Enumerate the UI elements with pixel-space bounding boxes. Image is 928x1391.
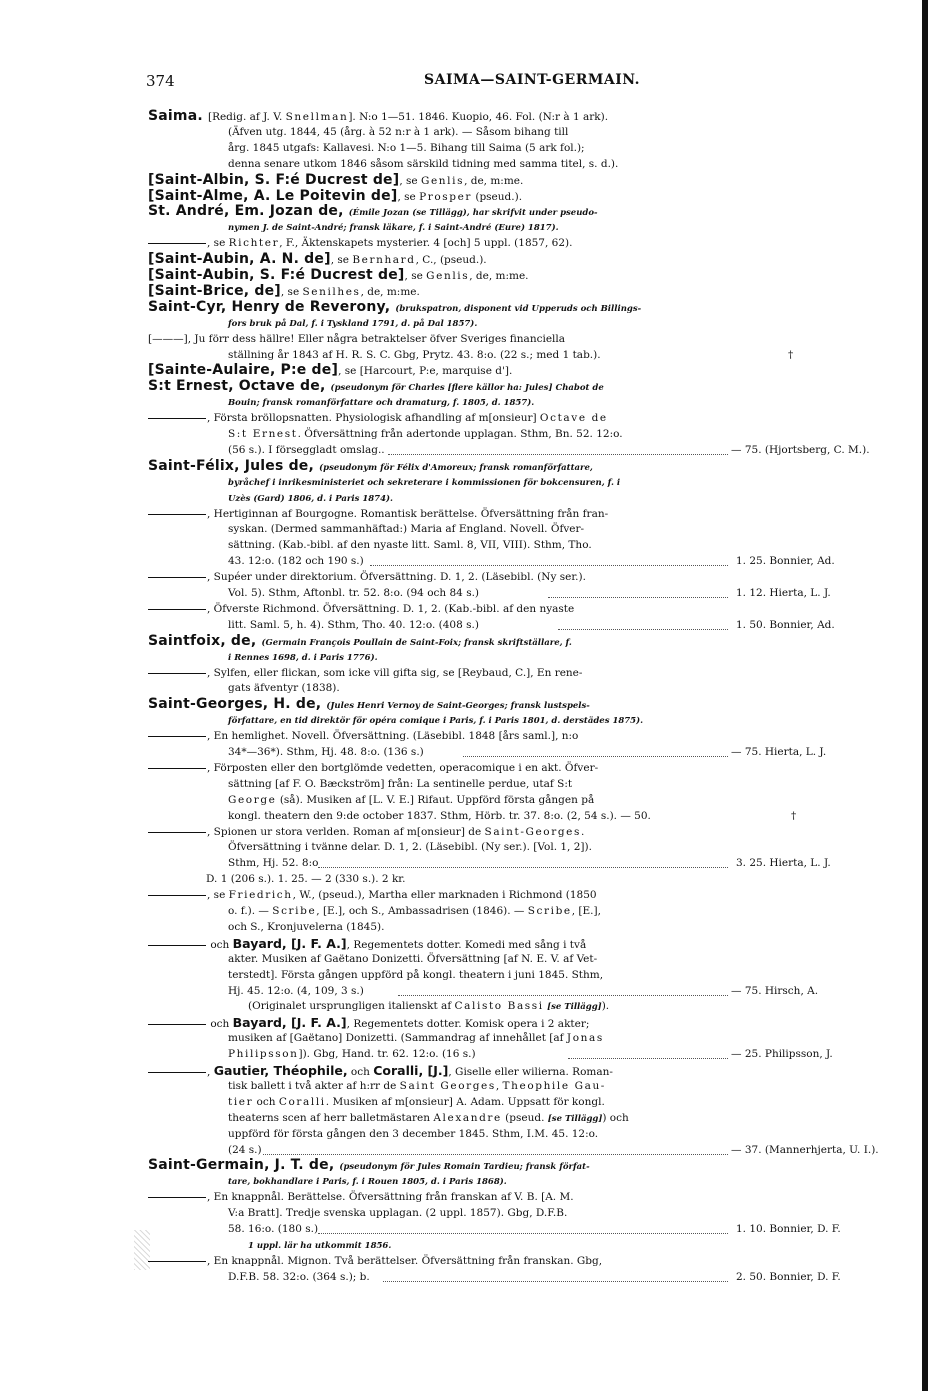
catalog-line xyxy=(148,380,604,393)
entry-text: och xyxy=(253,1096,279,1108)
entry-text: Bernhard xyxy=(352,254,416,266)
entry-text: , Spionen ur stora verlden. Roman af m[onsieur] de xyxy=(207,826,485,838)
catalog-line xyxy=(148,1159,590,1172)
entry-heading: S:t Ernest, Octave de, xyxy=(148,378,331,394)
entry-text: . Öfversättning från adertonde upplagan. Sthm, Bn. 52. 12:o. xyxy=(297,428,623,440)
entry-text: Senilhes xyxy=(302,286,361,298)
entry-text: och S., Kronjuvelerna (1845). xyxy=(228,921,385,933)
entry-note: författare, en tid direktör för opéra comique i Paris, f. i Paris 1801, d. derstädes 1875). xyxy=(228,716,644,726)
catalog-line xyxy=(228,492,393,505)
entry-text: musiken af [Gaëtano] Donizetti. (Sammandrag af innehållet [af xyxy=(228,1032,567,1044)
catalog-line xyxy=(148,698,590,711)
entry-text: Bayard, [J. F. A.] xyxy=(232,936,347,951)
entry-text: Gautier, Théophile, xyxy=(213,1063,348,1078)
catalog-line xyxy=(148,190,522,203)
entry-text: Octave de xyxy=(539,412,608,424)
entry-heading: St. André, Em. Jozan de, xyxy=(148,203,349,219)
entry-text: theaterns scen af herr balletmästaren xyxy=(228,1112,434,1124)
entry-text: årg. 1845 utgafs: Kallavesi. N:o 1—5. Bihang till Saima (5 ark fol.); xyxy=(228,142,585,154)
entry-text: sättning. (Kab.-bibl. af den nyaste litt. Saml. 8, VII, VIII). Sthm, Tho. xyxy=(228,539,592,551)
catalog-line xyxy=(228,794,594,807)
catalog-line xyxy=(148,730,578,743)
catalog-line xyxy=(148,174,523,187)
entry-note: (pseudonym för Félix d'Amoreux; fransk romanförfattare, xyxy=(319,463,593,473)
entry-text: ställning år 1843 af H. R. S. C. Gbg, Prytz. 43. 8:o. (22 s.; med 1 tab.). xyxy=(228,349,601,361)
catalog-line xyxy=(148,333,565,346)
entry-text: (Äfven utg. 1844, 45 (årg. à 52 n:r à 1 ark). — Såsom bihang till xyxy=(228,126,569,138)
price-publisher: 1. 10. Bonnier, D. F. xyxy=(736,1223,841,1235)
catalog-line xyxy=(228,1080,606,1093)
entry-heading: [Saint-Alme, A. Le Poitevin de] xyxy=(148,188,398,204)
catalog-line xyxy=(228,1032,604,1045)
entry-text: och xyxy=(347,1066,374,1078)
entry-note: (Germain François Poullain de Saint-Foix; fransk skriftställare, f. xyxy=(261,638,572,648)
repeat-dash xyxy=(148,418,206,419)
entry-text: , Första bröllopsnatten. Physiologisk afhandling af m[onsieur] xyxy=(207,412,540,424)
entry-text: , F., Äktenskapets mysterier. 4 [och] 5 uppl. (1857, 62). xyxy=(279,237,573,249)
catalog-line xyxy=(148,508,608,521)
price-publisher: 1. 25. Bonnier, Ad. xyxy=(736,555,835,567)
entry-text: Calisto Bassi xyxy=(454,1000,544,1012)
entry-text: (pseud. xyxy=(501,1112,548,1124)
repeat-dash xyxy=(148,1197,206,1198)
entry-text: syskan. (Dermed sammanhäftad:) Maria af England. Novell. Öfver- xyxy=(228,523,585,535)
catalog-line xyxy=(228,221,559,234)
catalog-line xyxy=(228,1096,605,1109)
entry-text: [Redig. af J. V. xyxy=(207,111,286,123)
catalog-line xyxy=(228,523,584,536)
catalog-line xyxy=(148,301,641,314)
entry-text: , Regementets dotter. Komisk opera i 2 akter; xyxy=(346,1018,590,1030)
entry-text: , Supéer under direktorium. Öfversättning. D. 1, 2. (Läsebibl. (Ny ser.). xyxy=(207,571,586,583)
entry-text: uppförd för första gången den 3 december 1845. Sthm, I.M. 45. 12:o. xyxy=(228,1128,599,1140)
entry-text: , xyxy=(495,1080,503,1092)
repeat-dash xyxy=(148,1072,206,1073)
catalog-line xyxy=(228,985,364,998)
catalog-line xyxy=(148,1064,613,1077)
entry-text: George xyxy=(228,794,277,806)
entry-text: , se xyxy=(397,191,420,203)
catalog-line xyxy=(228,1175,507,1188)
entry-heading: Saint-Cyr, Henry de Reverony, xyxy=(148,299,396,315)
entry-text: Saint-Georges xyxy=(484,826,581,838)
entry-heading: Saint-Germain, J. T. de, xyxy=(148,1157,340,1173)
entry-text: och xyxy=(207,1018,233,1030)
entry-text: o. f.). — xyxy=(228,905,273,917)
price-publisher: — 75. Hirsch, A. xyxy=(731,985,819,997)
entry-text: Coralli, [J.] xyxy=(373,1063,449,1078)
entry-text: , Öfverste Richmond. Öfversättning. D. 1, 2. (Kab.-bibl. af den nyaste xyxy=(207,603,575,615)
entry-text: 43. 12:o. (182 och 190 s.) xyxy=(228,555,364,567)
catalog-line xyxy=(228,810,651,823)
price-publisher: 2. 50. Bonnier, D. F. xyxy=(736,1271,841,1283)
price-publisher: 1. 50. Bonnier, Ad. xyxy=(736,619,835,631)
entry-note: 1 uppl. lär ha utkommit 1856. xyxy=(248,1241,392,1251)
catalog-line xyxy=(228,857,318,870)
entry-text: , En hemlighet. Novell. Öfversättning. (Läsebibl. 1848 [års saml.], n:o xyxy=(207,730,579,742)
entry-heading: Saima. xyxy=(148,108,208,124)
catalog-line xyxy=(148,253,487,266)
entry-text: terstedt]. Första gången uppförd på kongl. theatern i juni 1845. Sthm, xyxy=(228,969,604,981)
entry-text: ]. N:o 1—51. 1846. Kuopio, 46. Fol. (N:r à 1 ark). xyxy=(348,111,609,123)
leader-dots xyxy=(548,584,728,598)
catalog-line xyxy=(228,714,643,727)
catalog-line xyxy=(206,873,406,886)
catalog-line xyxy=(148,937,586,950)
catalog-line xyxy=(148,205,598,218)
entry-text: , se xyxy=(280,286,303,298)
page-number: 374 xyxy=(146,72,175,90)
entry-text: D.F.B. 58. 32:o. (364 s.); b. xyxy=(228,1271,370,1283)
entry-text: , En knappnål. Mignon. Två berättelser. Öfversättning från franskan. Gbg, xyxy=(207,1255,603,1267)
leader-dots xyxy=(398,982,728,996)
entry-text: , de, m:me. xyxy=(464,175,524,187)
catalog-line xyxy=(228,969,603,982)
entry-text: (Originalet ursprungligen italienskt af xyxy=(248,1000,455,1012)
repeat-dash xyxy=(148,832,206,833)
entry-text: , W., (pseud.), Martha eller marknaden i Richmond (1850 xyxy=(292,889,597,901)
entry-text: Hj. 45. 12:o. (4, 109, 3 s.) xyxy=(228,985,364,997)
leader-dots xyxy=(318,854,728,868)
entry-note: fors bruk på Dal, f. i Tyskland 1791, d. på Dal 1857). xyxy=(228,319,478,329)
leader-dots xyxy=(383,1268,728,1282)
entry-text: , Förposten eller den bortglömde vedetten, operacomique i en akt. Öfver- xyxy=(207,762,599,774)
entry-text: S:t Ernest xyxy=(228,428,298,440)
catalog-line xyxy=(228,1048,476,1061)
entry-text: Scribe xyxy=(527,905,572,917)
entry-text: , Hertiginnan af Bourgogne. Romantisk berättelse. Öfversättning från fran- xyxy=(207,508,609,520)
catalog-line xyxy=(228,1271,370,1284)
entry-text: , de, m:me. xyxy=(360,286,420,298)
catalog-line xyxy=(148,1191,574,1204)
entry-text: tisk ballett i två akter af h:rr de xyxy=(228,1080,400,1092)
entry-note: byråchef i inrikesministeriet och sekreterare i kommissionen för bokcensuren, f. i xyxy=(228,478,621,488)
leader-dots xyxy=(463,743,728,757)
entry-text: , En knappnål. Berättelse. Öfversättning från franskan af V. B. [A. M. xyxy=(207,1191,574,1203)
entry-text: akter. Musiken af Gaëtano Donizetti. Öfversättning [af N. E. V. af Vet- xyxy=(228,953,598,965)
entry-text: sättning [af F. O. Bæckström] från: La sentinelle perdue, utaf S:t xyxy=(228,778,573,790)
catalog-line xyxy=(228,428,623,441)
repeat-dash xyxy=(148,945,206,946)
entry-text: Alexandre xyxy=(433,1112,502,1124)
entry-text: , Regementets dotter. Komedi med sång i två xyxy=(346,939,587,951)
catalog-line xyxy=(148,889,597,902)
catalog-line xyxy=(228,841,592,854)
entry-heading: [Saint-Aubin, A. N. de] xyxy=(148,251,331,267)
catalog-line xyxy=(228,126,568,139)
entry-text: 34*—36*). Sthm, Hj. 48. 8:o. (136 s.) xyxy=(228,746,424,758)
entry-text: och xyxy=(207,939,233,951)
catalog-line xyxy=(228,587,479,600)
catalog-line xyxy=(228,682,340,695)
entry-heading: [Saint-Brice, de] xyxy=(148,283,281,299)
catalog-line xyxy=(228,555,364,568)
entry-text: ) och xyxy=(602,1112,629,1124)
catalog-line xyxy=(148,762,598,775)
entry-text: tier xyxy=(228,1096,254,1108)
price-publisher: 3. 25. Hierta, L. J. xyxy=(736,857,831,869)
leader-dots xyxy=(388,441,728,455)
entry-text: Richter xyxy=(228,237,280,249)
catalog-body xyxy=(148,110,928,1380)
entry-text: Friedrich xyxy=(228,889,293,901)
repeat-dash xyxy=(148,768,206,769)
entry-text: Philipsson xyxy=(228,1048,299,1060)
entry-text: , se xyxy=(399,175,421,187)
entry-text: D. 1 (206 s.). 1. 25. — 2 (330 s.). 2 kr. xyxy=(206,873,406,885)
catalog-line xyxy=(228,921,384,934)
leader-dots xyxy=(568,1045,728,1059)
repeat-dash xyxy=(148,609,206,610)
catalog-line xyxy=(148,237,572,250)
entry-heading: [Saint-Albin, S. F:é Ducrest de] xyxy=(148,172,400,188)
entry-text: , [E.], xyxy=(571,905,601,917)
entry-text: , Sylfen, eller flickan, som icke vill gifta sig, se [Reybaud, C.], En rene- xyxy=(207,667,583,679)
entry-text: (24 s.) xyxy=(228,1144,262,1156)
catalog-line xyxy=(228,1223,318,1236)
entry-note: Bouin; fransk romanförfattare och dramaturg, f. 1805, d. 1857). xyxy=(228,398,535,408)
entry-text: (pseud.). xyxy=(472,191,523,203)
entry-text: , se xyxy=(330,254,353,266)
entry-heading: Saintfoix, de, xyxy=(148,633,262,649)
catalog-line xyxy=(228,1207,567,1220)
entry-note: [se Tillägg] xyxy=(547,1114,603,1124)
entry-text: , se [Harcourt, P:e, marquise d']. xyxy=(338,365,513,377)
entry-text: Sthm, Hj. 52. 8:o xyxy=(228,857,319,869)
entry-text: V:a Bratt]. Tredje svenska upplagan. (2 uppl. 1857). Gbg, D.F.B. xyxy=(228,1207,568,1219)
entry-text: . xyxy=(580,826,585,838)
catalog-line xyxy=(228,1128,598,1141)
catalog-line xyxy=(148,667,582,680)
entry-note: (brukspatron, disponent vid Upperuds och Billings- xyxy=(395,304,642,314)
entry-note: i Rennes 1698, d. i Paris 1776). xyxy=(228,653,378,663)
catalog-line xyxy=(228,953,597,966)
catalog-line xyxy=(148,571,586,584)
catalog-line xyxy=(228,651,378,664)
repeat-dash xyxy=(148,514,206,515)
price-publisher: — 75. Hierta, L. J. xyxy=(731,746,827,758)
entry-text: 58. 16:o. (180 s.) xyxy=(228,1223,319,1235)
leader-dots xyxy=(558,616,728,630)
catalog-line xyxy=(248,1000,609,1013)
entry-text: Jonas xyxy=(566,1032,604,1044)
price-publisher: 1. 12. Hierta, L. J. xyxy=(736,587,831,599)
entry-text: , se xyxy=(207,889,229,901)
entry-note: tare, bokhandlare i Paris, f. i Rouen 1805, d. i Paris 1868). xyxy=(228,1177,507,1187)
entry-heading: [Sainte-Aulaire, P:e de] xyxy=(148,362,339,378)
entry-note: (Émile Jozan (se Tillägg), har skrifvit under pseudo- xyxy=(348,208,598,218)
entry-text: litt. Saml. 5, h. 4). Sthm, Tho. 40. 12:o. (408 s.) xyxy=(228,619,479,631)
catalog-line xyxy=(228,539,592,552)
catalog-line xyxy=(148,1255,602,1268)
catalog-line xyxy=(148,412,608,425)
entry-text: Scribe xyxy=(272,905,317,917)
entry-text: Theophile Gau- xyxy=(502,1080,606,1092)
entry-text: , C., (pseud.). xyxy=(415,254,487,266)
catalog-line xyxy=(228,349,601,362)
catalog-line xyxy=(228,746,424,759)
catalog-line xyxy=(228,476,620,489)
catalog-line xyxy=(228,778,572,791)
running-title: SAIMA—SAINT-GERMAIN. xyxy=(423,72,641,88)
entry-note: (Jules Henri Vernoy de Saint-Georges; fransk lustspels- xyxy=(326,701,590,711)
catalog-line xyxy=(148,460,593,473)
entry-note: (pseudonym för Charles [flere källor ha: Jules] Chabot de xyxy=(330,383,604,393)
leader-dots xyxy=(263,1141,728,1155)
price-publisher: † xyxy=(791,810,797,822)
entry-text: Genlis xyxy=(420,175,465,187)
entry-text: ]). Gbg, Hand. tr. 62. 12:o. (16 s.) xyxy=(298,1048,476,1060)
entry-text: , [E.], och S., Ambassadrisen (1846). — xyxy=(316,905,528,917)
entry-text: Prosper xyxy=(419,191,473,203)
catalog-line xyxy=(148,1016,589,1029)
repeat-dash xyxy=(148,736,206,737)
entry-text: , Giselle eller wilierna. Roman- xyxy=(448,1066,613,1078)
entry-note: Uzès (Gard) 1806, d. i Paris 1874). xyxy=(228,494,393,504)
entry-note: [se Tillägg] xyxy=(547,1002,602,1012)
entry-text: Saint Georges xyxy=(399,1080,496,1092)
price-publisher: — 37. (Mannerhjerta, U. I.). xyxy=(731,1144,879,1156)
catalog-line xyxy=(228,396,534,409)
repeat-dash xyxy=(148,577,206,578)
entry-text: , se xyxy=(207,237,229,249)
entry-text: (så). Musiken af [L. V. E.] Rifaut. Uppförd första gången på xyxy=(276,794,595,806)
repeat-dash xyxy=(148,1024,206,1025)
entry-text: , de, m:me. xyxy=(469,270,529,282)
entry-text: , se xyxy=(404,270,427,282)
catalog-line xyxy=(228,905,601,918)
entry-text: . Musiken af m[onsieur] A. Adam. Uppsatt för kongl. xyxy=(325,1096,605,1108)
catalog-line xyxy=(228,1144,262,1157)
catalog-line xyxy=(248,1239,391,1252)
catalog-line xyxy=(148,826,584,839)
catalog-line xyxy=(148,635,572,648)
leader-dots xyxy=(318,1220,728,1234)
catalog-line xyxy=(228,142,585,155)
entry-heading: Saint-Georges, H. de, xyxy=(148,696,327,712)
catalog-line xyxy=(148,269,529,282)
catalog-line xyxy=(148,364,512,377)
entry-note: nymen J. de Saint-André; fransk läkare, f. i Saint-André (Eure) 1817). xyxy=(228,223,559,233)
repeat-dash xyxy=(148,673,206,674)
catalog-line xyxy=(228,317,477,330)
repeat-dash xyxy=(148,895,206,896)
catalog-line xyxy=(148,603,574,616)
page-header xyxy=(146,72,918,92)
catalog-line xyxy=(148,110,608,123)
entry-text: [———], Ju förr dess hällre! Eller några betraktelser öfver Sveriges financiella xyxy=(148,333,566,345)
entry-text: ). xyxy=(601,1000,610,1012)
entry-heading: Saint-Félix, Jules de, xyxy=(148,458,320,474)
catalog-line xyxy=(148,285,420,298)
catalog-line xyxy=(228,158,618,171)
entry-text: kongl. theatern den 9:de october 1837. Sthm, Hörb. tr. 37. 8:o. (2, 54 s.). — 50. xyxy=(228,810,651,822)
entry-text: , xyxy=(207,1066,214,1078)
catalog-line xyxy=(228,444,385,457)
entry-heading: [Saint-Aubin, S. F:é Ducrest de] xyxy=(148,267,405,283)
catalog-line xyxy=(228,1112,629,1125)
repeat-dash xyxy=(148,1261,206,1262)
entry-text: Coralli xyxy=(278,1096,326,1108)
entry-text: Bayard, [J. F. A.] xyxy=(232,1015,347,1030)
entry-text: denna senare utkom 1846 såsom särskild tidning med samma titel, s. d.). xyxy=(228,158,619,170)
repeat-dash xyxy=(148,243,206,244)
leader-dots xyxy=(370,552,728,566)
entry-text: Öfversättning i tvänne delar. D. 1, 2. (Läsebibl. (Ny ser.). [Vol. 1, 2]). xyxy=(228,841,592,853)
entry-text: gats äfventyr (1838). xyxy=(228,682,340,694)
catalog-line xyxy=(228,619,479,632)
entry-text: Vol. 5). Sthm, Aftonbl. tr. 52. 8:o. (94 och 84 s.) xyxy=(228,587,480,599)
price-publisher: — 75. (Hjortsberg, C. M.). xyxy=(731,444,870,456)
price-publisher: † xyxy=(788,349,794,361)
entry-text: Snellman xyxy=(285,111,349,123)
entry-note: (pseudonym för Jules Romain Tardieu; fransk förfat- xyxy=(339,1162,590,1172)
entry-text: Genlis xyxy=(426,270,470,282)
entry-text: (56 s.). I förseggladt omslag.. xyxy=(228,444,385,456)
price-publisher: — 25. Philipsson, J. xyxy=(731,1048,833,1060)
